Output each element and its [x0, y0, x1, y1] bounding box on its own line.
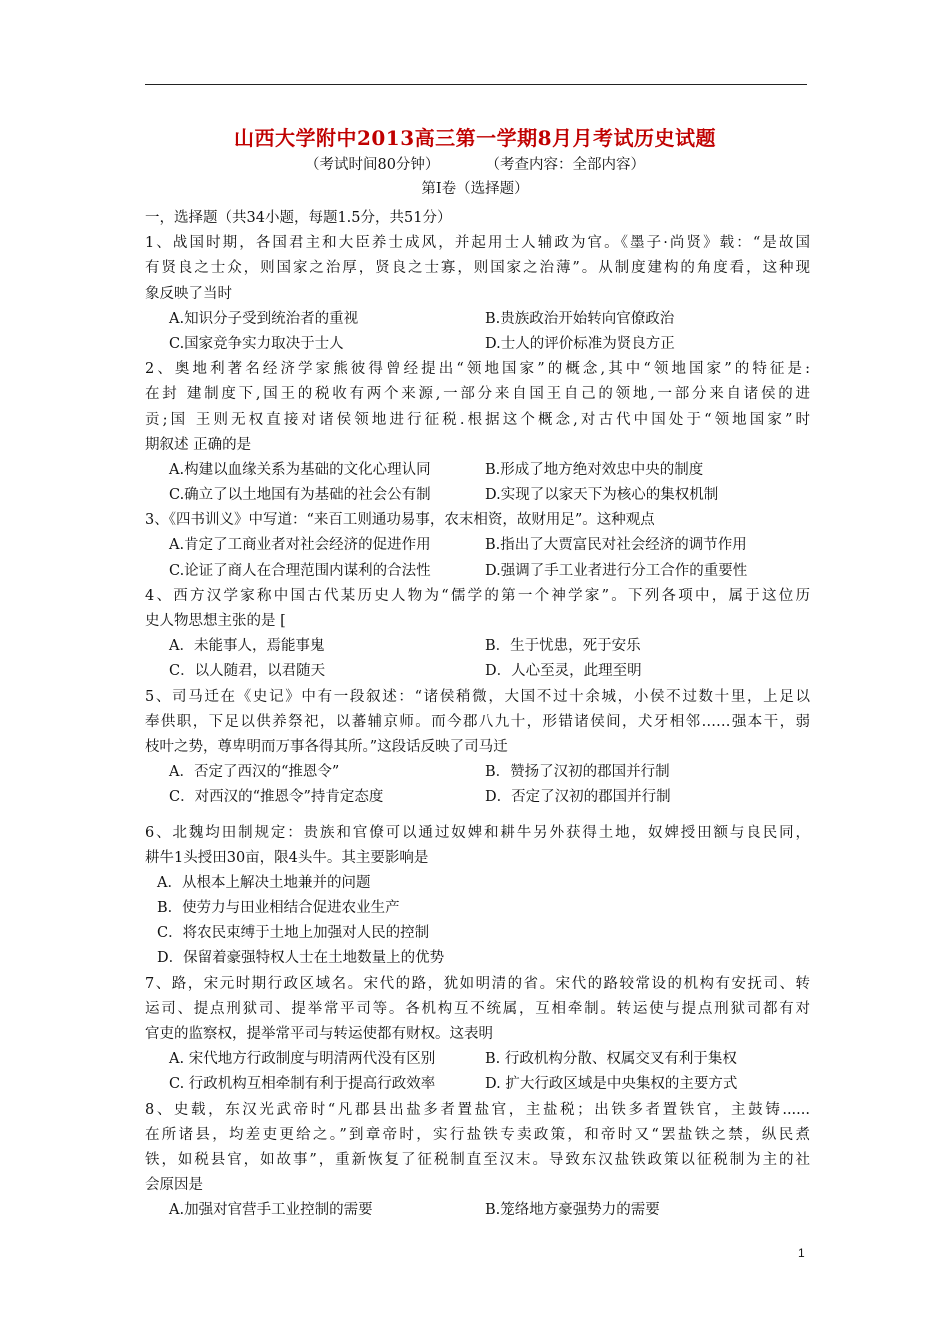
question-stem-line: 5、司马迁在《史记》中有一段叙述：“诸侯稍微，大国不过十余城，小侯不过数十里，上足以: [145, 688, 810, 705]
question-stem-line: 会原因是: [145, 1177, 203, 1194]
answer-option[interactable]: B. 行政机构分散、权属交叉有利于集权: [485, 1051, 737, 1068]
question-stem-line: 枝叶之势，尊卑明而万事各得其所。”这段话反映了司马迁: [145, 738, 508, 755]
question-list: [145, 206, 810, 1224]
answer-option[interactable]: B．赞扬了汉初的郡国并行制: [485, 764, 670, 781]
option-row: [145, 533, 810, 558]
answer-option[interactable]: D.强调了手工业者进行分工合作的重要性: [485, 562, 748, 579]
answer-option[interactable]: A.加强对官营手工业控制的需要: [169, 1202, 373, 1219]
answer-option[interactable]: C.论证了商人在合理范围内谋利的合法性: [169, 562, 431, 579]
question-stem-line: 3、《四书训义》中写道：“来百工则通功易事，农末相资，故财用足”。这种观点: [145, 512, 655, 529]
answer-option[interactable]: B.指出了大贾富民对社会经济的调节作用: [485, 537, 747, 554]
volume-heading: 第Ⅰ卷（选择题）: [421, 181, 529, 197]
answer-option[interactable]: D．否定了汉初的郡国并行制: [485, 789, 671, 806]
answer-option[interactable]: C.国家竞争实力取决于士人: [169, 335, 344, 352]
option-row: [145, 1072, 810, 1097]
option-row: [145, 634, 810, 659]
question-stem-line: 铁，如税县官，如故事”，重新恢复了征税制直至汉末。导致东汉盐铁政策以征税制为主的社: [145, 1151, 810, 1168]
option-row: [145, 785, 810, 810]
question-stem-line: 耕牛1头授田30亩，限4头牛。其主要影响是: [145, 849, 429, 866]
question-stem-line: 史人物思想主张的是 [: [145, 613, 286, 629]
answer-option[interactable]: D．人心至灵，此理至明: [485, 663, 642, 680]
question-stem-line: 贡;国 王则无权直接对诸侯领地进行征税.根据这个概念,对古代中国处于“领地国家”时: [145, 411, 810, 428]
answer-option[interactable]: A.知识分子受到统治者的重视: [169, 310, 359, 327]
question-stem-line: 在所诸县，均差吏更给之。”到章帝时，实行盐铁专卖政策，和帝时又“罢盐铁之禁，纵民煮: [145, 1126, 810, 1143]
question-5: [145, 685, 810, 811]
exam-scope: （考查内容：全部内容）: [485, 157, 646, 173]
answer-option[interactable]: C．对西汉的“推恩令”持肯定态度: [169, 789, 384, 806]
answer-option[interactable]: A.构建以血缘关系为基础的文化心理认同: [169, 461, 431, 478]
question-2: [145, 357, 810, 508]
option-row: [145, 760, 810, 785]
answer-option[interactable]: A.肯定了工商业者对社会经济的促进作用: [169, 537, 431, 554]
option-row: [145, 659, 810, 684]
option-row: [145, 332, 810, 357]
question-stem-line: 官吏的监察权，提举常平司与转运使都有财权。这表明: [145, 1026, 493, 1042]
answer-option[interactable]: A．从根本上解决土地兼并的问题: [157, 874, 371, 891]
question-stem-line: 8、史载，东汉光武帝时“凡郡县出盐多者置盐官，主盐税；出铁多者置铁官，主鼓铸......: [145, 1101, 810, 1118]
page-number: 1: [798, 1246, 805, 1260]
answer-option[interactable]: C.确立了以土地国有为基础的社会公有制: [169, 487, 431, 504]
question-stem-line: 奉供职，下足以供养祭祀，以蕃辅京师。而今郡八九十，形错诸侯间，犬牙相邻……强本干，弱: [145, 713, 810, 730]
question-stem-line: 运司、提点刑狱司、提举常平司等。各机构互不统属，互相牵制。转运使与提点刑狱司都有对: [145, 1000, 810, 1017]
answer-option[interactable]: D.实现了以家天下为核心的集权机制: [485, 487, 719, 504]
question-6: [145, 821, 810, 972]
option-row: [145, 458, 810, 483]
answer-option[interactable]: B．使劳力与田业相结合促进农业生产: [157, 900, 400, 917]
answer-option[interactable]: D．保留着豪强特权人士在土地数量上的优势: [157, 950, 445, 967]
answer-option[interactable]: D. 扩大行政区域是中央集权的主要方式: [485, 1076, 738, 1093]
question-stem-line: 2、奥地利著名经济学家熊彼得曾经提出“领地国家”的概念,其中“领地国家”的特征是:: [145, 361, 810, 378]
question-stem-line: 有贤良之士众，则国家之治厚，贤良之士寡，则国家之治薄”。从制度建构的角度看，这种现: [145, 260, 810, 277]
exam-title: 山西大学附中2013高三第一学期8月月考试历史试题: [233, 126, 717, 150]
answer-option[interactable]: A．否定了西汉的“推恩令”: [169, 764, 340, 781]
question-stem-line: 1、战国时期，各国君主和大臣养士成风，并起用士人辅政为官。《墨子·尚贤》载：“是故国: [145, 235, 810, 252]
answer-option[interactable]: C．将农民束缚于土地上加强对人民的控制: [157, 925, 430, 942]
exam-time: （考试时间80分钟）: [304, 157, 440, 173]
question-1: [145, 231, 810, 357]
answer-option[interactable]: C. 行政机构互相牵制有利于提高行政效率: [169, 1076, 436, 1093]
section-heading: 一，选择题（共34小题，每题1.5分，共51分）: [145, 210, 452, 226]
option-row: [145, 307, 810, 332]
option-row: [145, 483, 810, 508]
question-stem-line: 6、北魏均田制规定：贵族和官僚可以通过奴婢和耕牛另外获得土地，奴婢授田额与良民同，: [145, 824, 810, 841]
answer-option[interactable]: B.贵族政治开始转向官僚政治: [485, 310, 675, 327]
exam-info: [0, 153, 950, 174]
question-stem-line: 4、西方汉学家称中国古代某历史人物为“儒学的第一个神学家”。下列各项中，属于这位历: [145, 587, 810, 604]
answer-option[interactable]: C．以人随君，以君随天: [169, 663, 326, 680]
question-stem-line: 在封 建制度下,国王的税收有两个来源,一部分来自国王自己的领地,一部分来自诸侯的进: [145, 386, 810, 403]
option-row: [145, 559, 810, 584]
question-stem-line: 7、路，宋元时期行政区域名。宋代的路，犹如明清的省。宋代的路较常设的机构有安抚司、转: [145, 975, 810, 992]
answer-option[interactable]: A．未能事人，焉能事鬼: [169, 638, 325, 655]
spacer: [145, 811, 810, 821]
question-stem-line: 象反映了当时: [145, 285, 232, 302]
option-row: [145, 1198, 810, 1223]
header-rule: [145, 84, 807, 85]
answer-option[interactable]: D.士人的评价标准为贤良方正: [485, 335, 675, 352]
answer-option[interactable]: B.形成了地方绝对效忠中央的制度: [485, 461, 704, 478]
answer-option[interactable]: B.笼络地方豪强势力的需要: [485, 1202, 660, 1219]
question-4: [145, 584, 810, 685]
option-row: [145, 1047, 810, 1072]
question-3: [145, 508, 810, 584]
question-7: [145, 972, 810, 1098]
answer-option[interactable]: B．生于忧患，死于安乐: [485, 638, 641, 655]
answer-option[interactable]: A. 宋代地方行政制度与明清两代没有区别: [169, 1051, 436, 1068]
question-8: [145, 1098, 810, 1224]
question-stem-line: 期叙述 正确的是: [145, 436, 252, 453]
